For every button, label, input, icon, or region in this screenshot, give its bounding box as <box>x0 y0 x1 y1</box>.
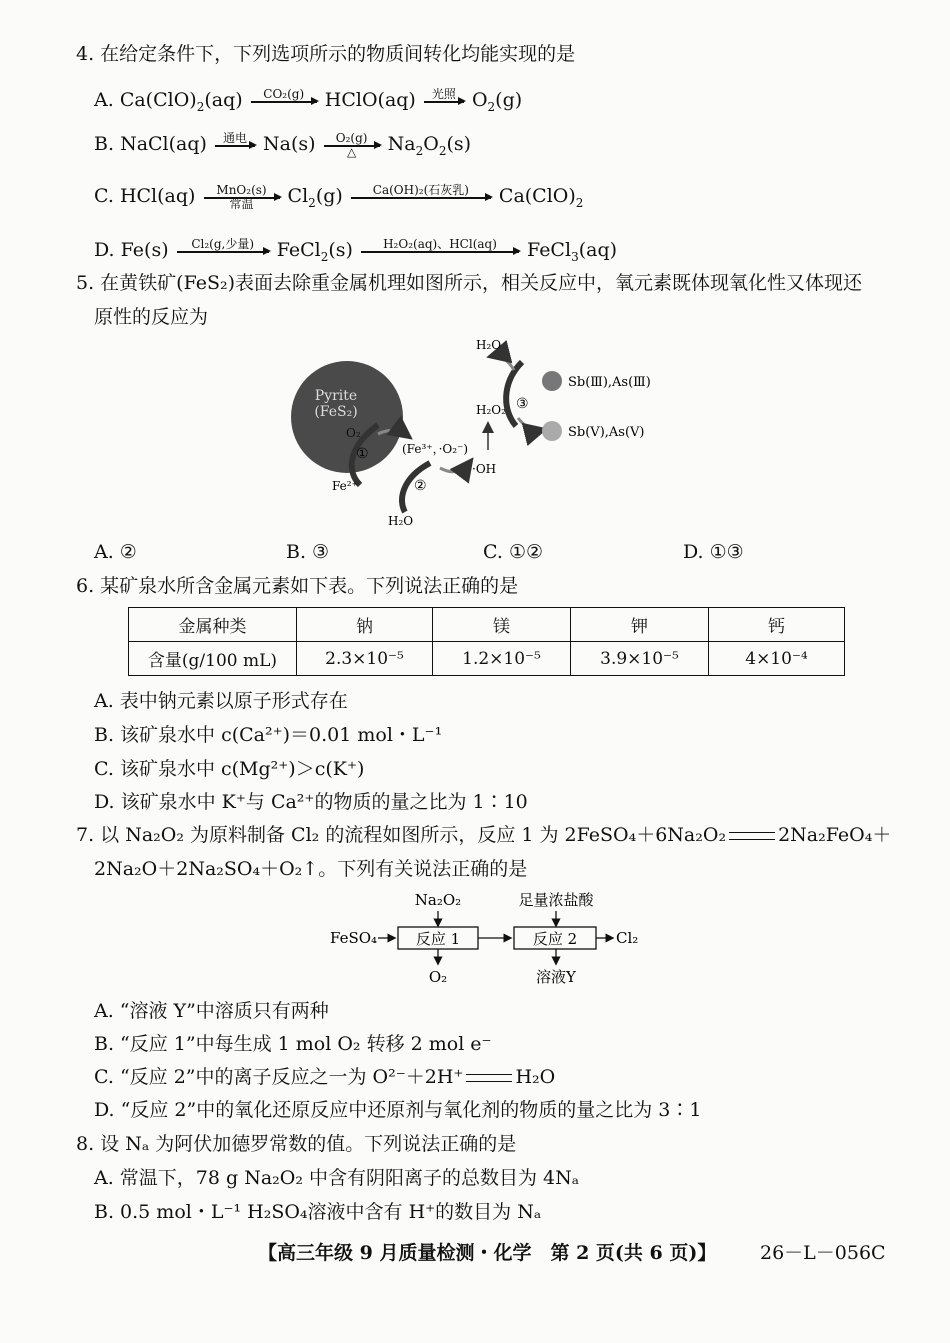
q5-stem-line2: 原性的反应为 <box>94 306 209 328</box>
q4-option-d: D. Fe(s) Cl₂(g,少量) FeCl$_2$(s) H₂O₂(aq)、HCl(aq) FeCl$_3$(aq) <box>94 237 618 264</box>
q7-option-b: B. “反应 1”中每生成 1 mol O₂ 转移 2 mol e⁻ <box>94 1033 492 1055</box>
step-2-label: ② <box>414 478 427 494</box>
table-header-row <box>129 608 845 642</box>
reaction-2-label: 反应 2 <box>532 930 578 948</box>
o2-product-label: O₂ <box>428 968 448 986</box>
hcl-label: 足量浓盐酸 <box>518 891 594 909</box>
feso4-label: FeSO₄ <box>330 929 378 947</box>
q4-stem: 4. 在给定条件下，下列选项所示的物质间转化均能实现的是 <box>76 43 576 65</box>
reaction-arrow: Ca(OH)₂(石灰乳) <box>351 195 491 199</box>
reaction-arrow: Cl₂(g,少量) <box>177 249 269 253</box>
sb3-ball <box>542 371 562 391</box>
table-cell: 含量(g/100 mL) <box>129 642 297 676</box>
q7-option-c: C. “反应 2”中的离子反应之一为 O²⁻＋2H⁺ H₂O <box>94 1066 556 1088</box>
table-header-cell: 钙 <box>709 608 845 642</box>
fe3-radical-label: (Fe³⁺，·O₂⁻) <box>402 442 469 456</box>
h2o-top-label: H₂O <box>476 338 502 352</box>
table-header-cell: 钾 <box>571 608 709 642</box>
solution-y-label: 溶液Y <box>536 968 576 986</box>
step-3-label: ③ <box>516 396 529 412</box>
fe2-label: Fe²⁺ <box>332 479 358 493</box>
table-cell: 4×10⁻⁴ <box>709 642 845 676</box>
cl2-label: Cl₂ <box>616 929 639 947</box>
reaction-arrow: 通电 <box>215 143 255 147</box>
q5-option-a: A. ② <box>94 541 137 563</box>
q7-flow-diagram <box>320 885 660 990</box>
table-cell: 1.2×10⁻⁵ <box>433 642 571 676</box>
cycle-2-arrow <box>440 462 470 472</box>
q7-option-d: D. “反应 2”中的氧化还原反应中还原剂与氧化剂的物质的量之比为 3∶1 <box>94 1099 702 1121</box>
q7-stem-line2: 2Na₂O＋2Na₂SO₄＋O₂↑。下列有关说法正确的是 <box>94 858 528 880</box>
reaction-arrow: H₂O₂(aq)、HCl(aq) <box>361 249 519 253</box>
h2o2-label: H₂O₂ <box>476 403 506 417</box>
table-header-cell: 镁 <box>433 608 571 642</box>
h2o-bottom-label: H₂O <box>388 514 414 528</box>
pyrite-mechanism-diagram <box>290 330 690 535</box>
table-header-cell: 钠 <box>297 608 433 642</box>
q5-option-c: C. ①② <box>483 541 544 563</box>
fes2-label: (FeS₂) <box>314 404 358 420</box>
table-cell: 3.9×10⁻⁵ <box>571 642 709 676</box>
q7-option-a: A. “溶液 Y”中溶质只有两种 <box>94 1000 329 1022</box>
reaction-arrow: O₂(g) △ <box>324 143 380 147</box>
q6-option-b: B. 该矿泉水中 c(Ca²⁺)＝0.01 mol・L⁻¹ <box>94 724 443 746</box>
table-row <box>129 642 845 676</box>
q4-option-b: B. NaCl(aq) 通电 Na(s) O₂(g) △ $Na_2O_2(s)$ <box>94 131 472 159</box>
page-footer-code: 26－L－056C <box>760 1242 886 1264</box>
cycle-3-arrow-up <box>492 356 514 370</box>
q6-option-a: A. 表中钠元素以原子形式存在 <box>94 690 348 712</box>
q7-stem-line1: 7. 以 Na₂O₂ 为原料制备 Cl₂ 的流程如图所示，反应 1 为 2FeSO₄＋6Na₂O₂ 2Na₂FeO₄＋ <box>76 824 892 846</box>
table-header-cell: 金属种类 <box>129 608 297 642</box>
q4-option-a: A. $Ca(ClO)_2(aq)$ CO₂(g) HClO(aq) 光照 $O_2(g)$ <box>94 87 523 114</box>
reaction-arrow: CO₂(g) <box>251 99 317 103</box>
equals-sign <box>466 1074 512 1082</box>
q6-option-d: D. 该矿泉水中 K⁺与 Ca²⁺的物质的量之比为 1∶10 <box>94 791 528 813</box>
q5-option-d: D. ①③ <box>683 541 744 563</box>
reaction-arrow: MnO₂(s) 常温 <box>204 195 280 199</box>
q8-stem: 8. 设 Nₐ 为阿伏加德罗常数的值。下列说法正确的是 <box>76 1133 517 1155</box>
table-cell: 2.3×10⁻⁵ <box>297 642 433 676</box>
step-1-label: ① <box>356 446 369 462</box>
oh-radical-label: ·OH <box>472 462 497 476</box>
sb5-as5-label: Sb(Ⅴ),As(Ⅴ) <box>568 425 645 440</box>
mineral-water-table <box>128 607 845 676</box>
equals-sign <box>729 832 775 840</box>
q6-option-c: C. 该矿泉水中 c(Mg²⁺)＞c(K⁺) <box>94 758 365 780</box>
page-footer-title: 【高三年级 9 月质量检测・化学 第 2 页(共 6 页)】 <box>258 1242 717 1264</box>
q8-option-b: B. 0.5 mol・L⁻¹ H₂SO₄溶液中含有 H⁺的数目为 Nₐ <box>94 1201 542 1223</box>
sb3-as3-label: Sb(Ⅲ),As(Ⅲ) <box>568 375 651 390</box>
cycle-3-arc <box>506 362 522 426</box>
q8-option-a: A. 常温下，78 g Na₂O₂ 中含有阴阳离子的总数目为 4Nₐ <box>94 1167 580 1189</box>
cycle-3-arrow-down <box>518 418 542 431</box>
pyrite-label: Pyrite <box>314 388 358 404</box>
na2o2-label: Na₂O₂ <box>414 891 462 909</box>
reaction-arrow: 光照 <box>424 99 464 103</box>
q5-option-b: B. ③ <box>286 541 330 563</box>
sb5-ball <box>542 421 562 441</box>
o2-label: O₂ <box>346 426 361 440</box>
q4-option-c: C. HCl(aq) MnO₂(s) 常温 $Cl_2(g)$ Ca(OH)₂(石灰乳) $Ca(ClO)_2$ <box>94 183 584 211</box>
q6-stem: 6. 某矿泉水所含金属元素如下表。下列说法正确的是 <box>76 575 519 597</box>
q5-stem-line1: 5. 在黄铁矿(FeS₂)表面去除重金属机理如图所示，相关反应中，氧元素既体现氧化性又体现还 <box>76 272 863 294</box>
reaction-1-label: 反应 1 <box>415 930 461 948</box>
